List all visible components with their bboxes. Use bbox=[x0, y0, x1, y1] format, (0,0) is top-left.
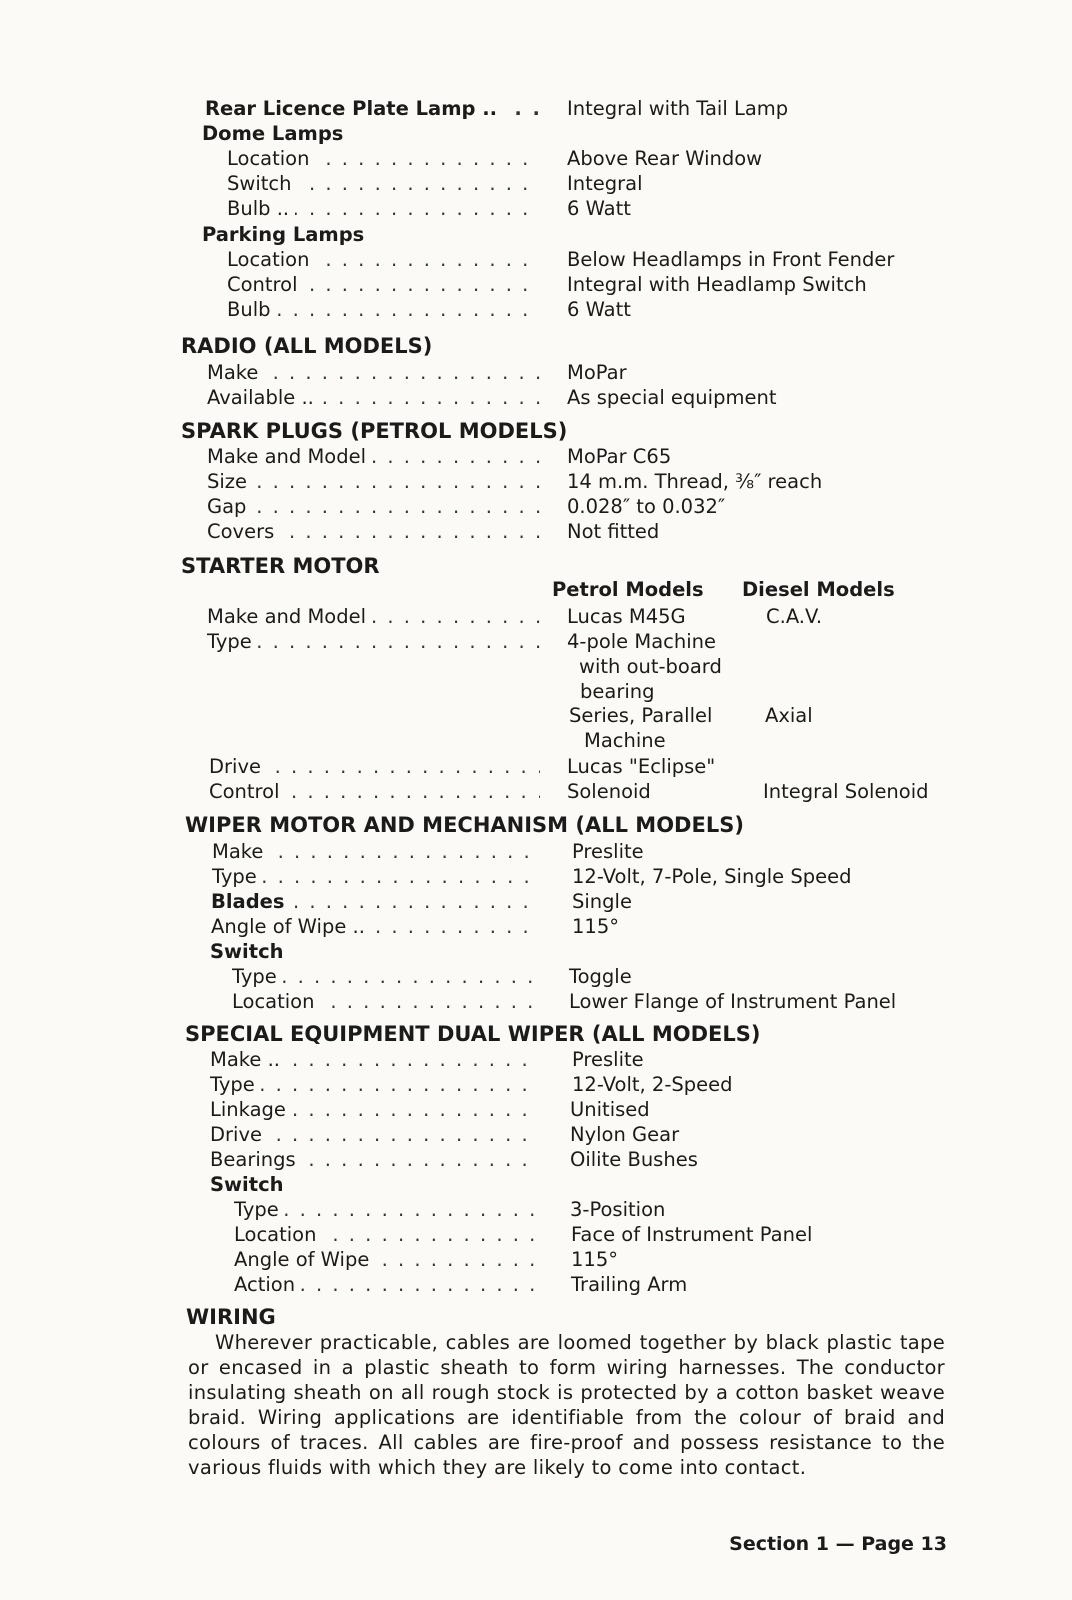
spec-label: Switch . . . bbox=[227, 171, 540, 196]
spec-value: 6 Watt bbox=[567, 197, 631, 220]
spec-row bbox=[0, 297, 1072, 322]
spec-row bbox=[0, 1097, 1072, 1122]
spec-value-continued: bearing bbox=[580, 680, 655, 703]
spec-value-diesel: Axial bbox=[765, 704, 813, 727]
spec-value: Single bbox=[572, 890, 632, 913]
spec-value: Face of Instrument Panel bbox=[571, 1223, 813, 1246]
dome-lamps-heading: Dome Lamps bbox=[202, 122, 344, 145]
spec-row bbox=[0, 96, 1072, 121]
spark-plugs-heading: SPARK PLUGS (PETROL MODELS) bbox=[181, 419, 568, 443]
spec-value: Toggle bbox=[569, 965, 632, 988]
spec-label: Make and Model . . . bbox=[207, 604, 540, 629]
spec-row bbox=[0, 385, 1072, 410]
spec-row bbox=[0, 1122, 1072, 1147]
spec-label: Location . . . bbox=[232, 989, 540, 1014]
spec-label: Location . . . bbox=[234, 1222, 540, 1247]
spec-row bbox=[0, 839, 1072, 864]
spec-row bbox=[0, 360, 1072, 385]
spec-value: Preslite bbox=[572, 1048, 644, 1071]
spec-value: 12-Volt, 2-Speed bbox=[572, 1073, 733, 1096]
spec-value-diesel: Integral Solenoid bbox=[763, 780, 929, 803]
diesel-models-column-heading: Diesel Models bbox=[742, 578, 895, 601]
spec-value: Not fitted bbox=[567, 520, 660, 543]
spec-value: 115° bbox=[571, 1248, 618, 1271]
spec-value-continued: with out-board bbox=[579, 655, 722, 678]
spec-value: Nylon Gear bbox=[570, 1123, 680, 1146]
spec-row bbox=[0, 604, 1072, 629]
spec-row bbox=[0, 494, 1072, 519]
spec-row bbox=[0, 1197, 1072, 1222]
spec-label: Bearings . . . bbox=[210, 1147, 540, 1172]
dual-wiper-heading: SPECIAL EQUIPMENT DUAL WIPER (ALL MODELS) bbox=[185, 1022, 761, 1046]
spec-row bbox=[0, 914, 1072, 939]
spec-row bbox=[0, 1272, 1072, 1297]
spec-row bbox=[0, 754, 1072, 779]
spec-label: Make . . . bbox=[212, 839, 540, 864]
spec-row bbox=[0, 272, 1072, 297]
spec-value: Unitised bbox=[570, 1098, 650, 1121]
spec-row bbox=[0, 889, 1072, 914]
dual-wiper-switch-heading: Switch bbox=[210, 1173, 284, 1196]
spec-value: Integral bbox=[567, 172, 643, 195]
spec-value-diesel: C.A.V. bbox=[766, 605, 823, 628]
spec-label: Size . . . bbox=[207, 469, 540, 494]
spec-row bbox=[0, 1047, 1072, 1072]
spec-value: Integral with Tail Lamp bbox=[567, 97, 789, 120]
spec-row bbox=[0, 964, 1072, 989]
spec-value: 14 m.m. Thread, ⅜″ reach bbox=[567, 470, 823, 493]
spec-value: 6 Watt bbox=[567, 298, 631, 321]
wiring-heading: WIRING bbox=[186, 1305, 276, 1329]
spec-row bbox=[0, 444, 1072, 469]
spec-row bbox=[0, 1222, 1072, 1247]
spec-row bbox=[0, 864, 1072, 889]
spec-label: Covers . . . bbox=[207, 519, 540, 544]
spec-value: Series, Parallel bbox=[569, 704, 713, 727]
starter-motor-heading: STARTER MOTOR bbox=[181, 554, 380, 578]
spec-value: Trailing Arm bbox=[571, 1273, 688, 1296]
spec-label: Gap . . . bbox=[207, 494, 540, 519]
spec-row bbox=[0, 171, 1072, 196]
spec-label: Angle of Wipe .. . . . bbox=[211, 914, 540, 939]
spec-label: Type . . . bbox=[234, 1197, 540, 1222]
spec-label: Make .. . . . bbox=[210, 1047, 540, 1072]
wiper-motor-heading: WIPER MOTOR AND MECHANISM (ALL MODELS) bbox=[185, 813, 744, 837]
spec-label: Blades . . . bbox=[211, 889, 540, 914]
spec-value-continued: Machine bbox=[584, 729, 666, 752]
spec-row bbox=[0, 247, 1072, 272]
spec-label: Linkage . . . bbox=[210, 1097, 540, 1122]
spec-label: Type . . . bbox=[210, 1072, 540, 1097]
spec-label: Type . . . bbox=[207, 629, 540, 654]
spec-label: Make . . . bbox=[207, 360, 540, 385]
spec-row bbox=[0, 1247, 1072, 1272]
spec-value: 3-Position bbox=[570, 1198, 666, 1221]
spec-value: Above Rear Window bbox=[567, 147, 763, 170]
spec-row bbox=[0, 629, 1072, 654]
spec-row bbox=[0, 196, 1072, 221]
spec-row bbox=[0, 1072, 1072, 1097]
page-footer: Section 1 — Page 13 bbox=[729, 1533, 947, 1555]
spec-label: Drive . . . bbox=[210, 1122, 540, 1147]
spec-label: Angle of Wipe . . . bbox=[234, 1247, 540, 1272]
spec-label: Type . . . bbox=[232, 964, 540, 989]
spec-label: Action . . . bbox=[234, 1272, 540, 1297]
spec-label: Type . . . bbox=[212, 864, 540, 889]
radio-heading: RADIO (ALL MODELS) bbox=[181, 334, 433, 358]
spec-label: Bulb . . . bbox=[227, 297, 540, 322]
spec-value: As special equipment bbox=[567, 386, 777, 409]
spec-value: Lucas M45G bbox=[567, 605, 686, 628]
spec-label: Control . . . bbox=[227, 272, 540, 297]
spec-row bbox=[0, 469, 1072, 494]
spec-value: 4-pole Machine bbox=[567, 630, 716, 653]
spec-value: Solenoid bbox=[567, 780, 651, 803]
spec-row bbox=[0, 779, 1072, 804]
wiring-paragraph: Wherever practicable, cables are loomed together by black plastic tape or encased in a plastic sheath to form wiring harnesses. The conductor insulating sheath on all rough stock is protected by a cotton basket weave braid. Wiring applications are identifiable from the colour of braid and colours of traces. All cables are fire-proof and possess resistance to the various fluids with which they are likely to come into contact. bbox=[188, 1331, 945, 1479]
spec-value: 12-Volt, 7-Pole, Single Speed bbox=[572, 865, 852, 888]
spec-label: Drive . . . bbox=[209, 754, 540, 779]
spec-value: Integral with Headlamp Switch bbox=[567, 273, 867, 296]
spec-value: 0.028″ to 0.032″ bbox=[567, 495, 726, 518]
spec-row bbox=[0, 1147, 1072, 1172]
spec-value: Oilite Bushes bbox=[570, 1148, 698, 1171]
spec-value: Below Headlamps in Front Fender bbox=[567, 248, 895, 271]
spec-label: Available .. . . . bbox=[207, 385, 540, 410]
spec-value: Preslite bbox=[572, 840, 644, 863]
spec-label: Bulb .. . . . bbox=[227, 196, 540, 221]
spec-label: Control . . . bbox=[209, 779, 540, 804]
spec-value: Lucas "Eclipse" bbox=[567, 755, 716, 778]
spec-label: Location . . . bbox=[227, 146, 540, 171]
spec-value: 115° bbox=[572, 915, 619, 938]
spec-row bbox=[0, 146, 1072, 171]
spec-label: Make and Model . . . bbox=[207, 444, 540, 469]
spec-label: Rear Licence Plate Lamp .. . . . bbox=[205, 96, 540, 121]
spec-row bbox=[0, 989, 1072, 1014]
spec-row bbox=[0, 519, 1072, 544]
spec-value: Lower Flange of Instrument Panel bbox=[569, 990, 897, 1013]
petrol-models-column-heading: Petrol Models bbox=[552, 578, 704, 601]
parking-lamps-heading: Parking Lamps bbox=[202, 223, 365, 246]
spec-label: Location . . . bbox=[227, 247, 540, 272]
spec-value: MoPar bbox=[567, 361, 627, 384]
wiper-switch-heading: Switch bbox=[210, 940, 284, 963]
spec-value: MoPar C65 bbox=[567, 445, 672, 468]
